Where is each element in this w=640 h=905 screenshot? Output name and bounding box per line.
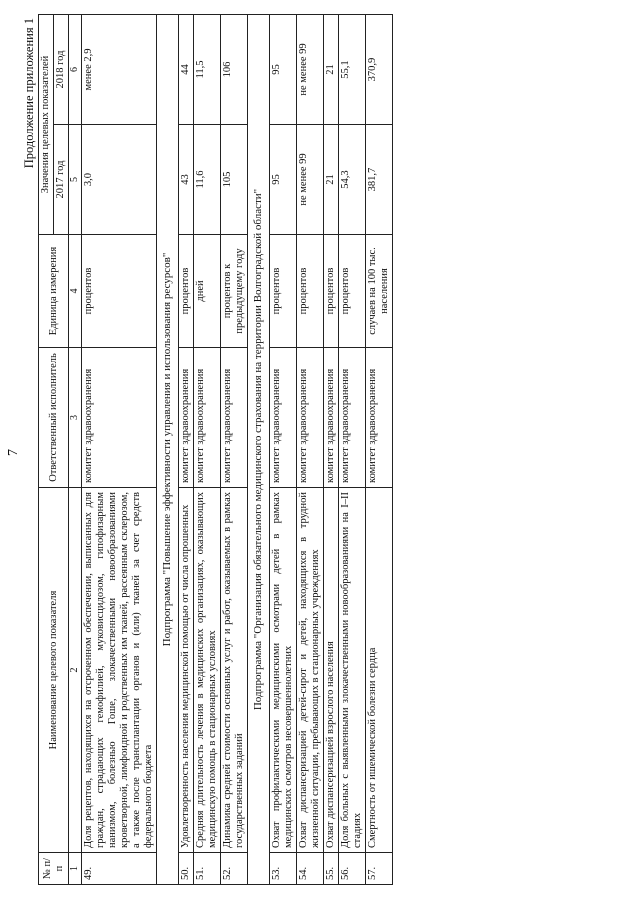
value-2018: 44 xyxy=(178,14,193,124)
column-number: 6 xyxy=(69,14,82,124)
value-2018: 11,5 xyxy=(193,14,220,124)
header-executor: Ответственный исполнитель xyxy=(39,348,69,488)
subprogram-row xyxy=(247,14,269,884)
column-number: 5 xyxy=(69,125,82,235)
indicator-name: Охват диспансеризацией детей-сирот и детей, находящихся в трудной жизненной ситуации, пребывающих в стационарных учреждениях xyxy=(296,488,323,853)
responsible-executor: комитет здравоохранения xyxy=(193,348,220,488)
value-2017: 3,0 xyxy=(81,125,156,235)
header-year-2018: 2018 год xyxy=(54,14,69,124)
subprogram-row xyxy=(157,14,179,884)
indicator-name: Охват профилактическими медицинскими осмотрами детей в рамках медицинских осмотров несовершеннолетних xyxy=(269,488,296,853)
indicator-name: Средняя длительность лечения в медицинских организациях, оказывающих медицинскую помощь в стационарных условиях xyxy=(193,488,220,853)
header-values: Значения целевых показателей xyxy=(39,14,54,234)
table-row xyxy=(81,14,156,884)
value-2018: 95 xyxy=(269,14,296,124)
value-2017: 54,3 xyxy=(338,125,365,235)
value-2017: 21 xyxy=(323,125,338,235)
unit-of-measure: дней xyxy=(193,235,220,348)
table-row xyxy=(220,14,247,884)
value-2017: не менее 99 xyxy=(296,125,323,235)
column-numbers-row xyxy=(69,14,82,884)
column-number: 3 xyxy=(69,348,82,488)
indicator-name: Доля рецептов, находящихся на отсроченном обеспечении, выписанных для граждан, страдающих гемофилией, муковисцидозом, гипофизарным нанизмом, болезнью Гоше, злокачественными новообразованиями кроветворной, лимфоидной и родственных им тканей, рассеянным склерозом, а также после трансплантации органов и (или) тканей за счет средств федерального бюджета xyxy=(81,488,156,853)
continuation-label: Продолжение приложения 1 xyxy=(22,18,36,169)
subprogram-title: Подпрограмма "Повышение эффективности управления и использования ресурсов" xyxy=(157,14,179,884)
column-number: 4 xyxy=(69,235,82,348)
header-row xyxy=(39,14,54,884)
value-2017: 11,6 xyxy=(193,125,220,235)
table-row xyxy=(269,14,296,884)
row-number: 55. xyxy=(323,853,338,885)
page-number: 7 xyxy=(6,449,21,456)
row-number: 49. xyxy=(81,853,156,885)
value-2018: не менее 99 xyxy=(296,14,323,124)
row-number: 54. xyxy=(296,853,323,885)
table-row xyxy=(296,14,323,884)
subprogram-title: Подпрограмма "Организация обязательного медицинского страхования на территории Волгоградской области" xyxy=(247,14,269,884)
indicators-table xyxy=(38,14,393,885)
value-2018: 55,1 xyxy=(338,14,365,124)
row-number: 57. xyxy=(366,853,393,885)
unit-of-measure: процентов xyxy=(178,235,193,348)
value-2018: менее 2,9 xyxy=(81,14,156,124)
header-year-2017: 2017 год xyxy=(54,125,69,235)
value-2017: 95 xyxy=(269,125,296,235)
value-2018: 370,9 xyxy=(366,14,393,124)
value-2017: 105 xyxy=(220,125,247,235)
column-number: 2 xyxy=(69,488,82,853)
unit-of-measure: процентов xyxy=(323,235,338,348)
responsible-executor: комитет здравоохранения xyxy=(366,348,393,488)
header-num: № п/п xyxy=(39,853,69,885)
table-row xyxy=(323,14,338,884)
responsible-executor: комитет здравоохранения xyxy=(296,348,323,488)
value-2017: 381,7 xyxy=(366,125,393,235)
row-number: 56. xyxy=(338,853,365,885)
unit-of-measure: случаев на 100 тыс. населения xyxy=(366,235,393,348)
row-number: 52. xyxy=(220,853,247,885)
unit-of-measure: процентов xyxy=(296,235,323,348)
row-number: 50. xyxy=(178,853,193,885)
responsible-executor: комитет здравоохранения xyxy=(323,348,338,488)
responsible-executor: комитет здравоохранения xyxy=(220,348,247,488)
indicator-name: Охват диспансеризацией взрослого населения xyxy=(323,488,338,853)
responsible-executor: комитет здравоохранения xyxy=(338,348,365,488)
indicator-name: Динамика средней стоимости основных услуг и работ, оказываемых в рамках государственных заданий xyxy=(220,488,247,853)
header-unit: Единица измерения xyxy=(39,235,69,348)
row-number: 51. xyxy=(193,853,220,885)
unit-of-measure: процентов к предыдущему году xyxy=(220,235,247,348)
responsible-executor: комитет здравоохранения xyxy=(81,348,156,488)
unit-of-measure: процентов xyxy=(81,235,156,348)
indicator-name: Доля больных с выявленными злокачественными новообразованиями на I–II стадиях xyxy=(338,488,365,853)
table-row xyxy=(338,14,365,884)
value-2018: 21 xyxy=(323,14,338,124)
unit-of-measure: процентов xyxy=(338,235,365,348)
indicator-name: Смертность от ишемической болезни сердца xyxy=(366,488,393,853)
indicators-body xyxy=(81,14,393,884)
value-2018: 106 xyxy=(220,14,247,124)
row-number: 53. xyxy=(269,853,296,885)
value-2017: 43 xyxy=(178,125,193,235)
indicator-name: Удовлетворенность населения медицинской помощью от числа опрошенных xyxy=(178,488,193,853)
column-number: 1 xyxy=(69,853,82,885)
unit-of-measure: процентов xyxy=(269,235,296,348)
responsible-executor: комитет здравоохранения xyxy=(269,348,296,488)
header-name: Наименование целевого показателя xyxy=(39,488,69,853)
table-row xyxy=(366,14,393,884)
table-row xyxy=(193,14,220,884)
table-row xyxy=(178,14,193,884)
responsible-executor: комитет здравоохранения xyxy=(178,348,193,488)
